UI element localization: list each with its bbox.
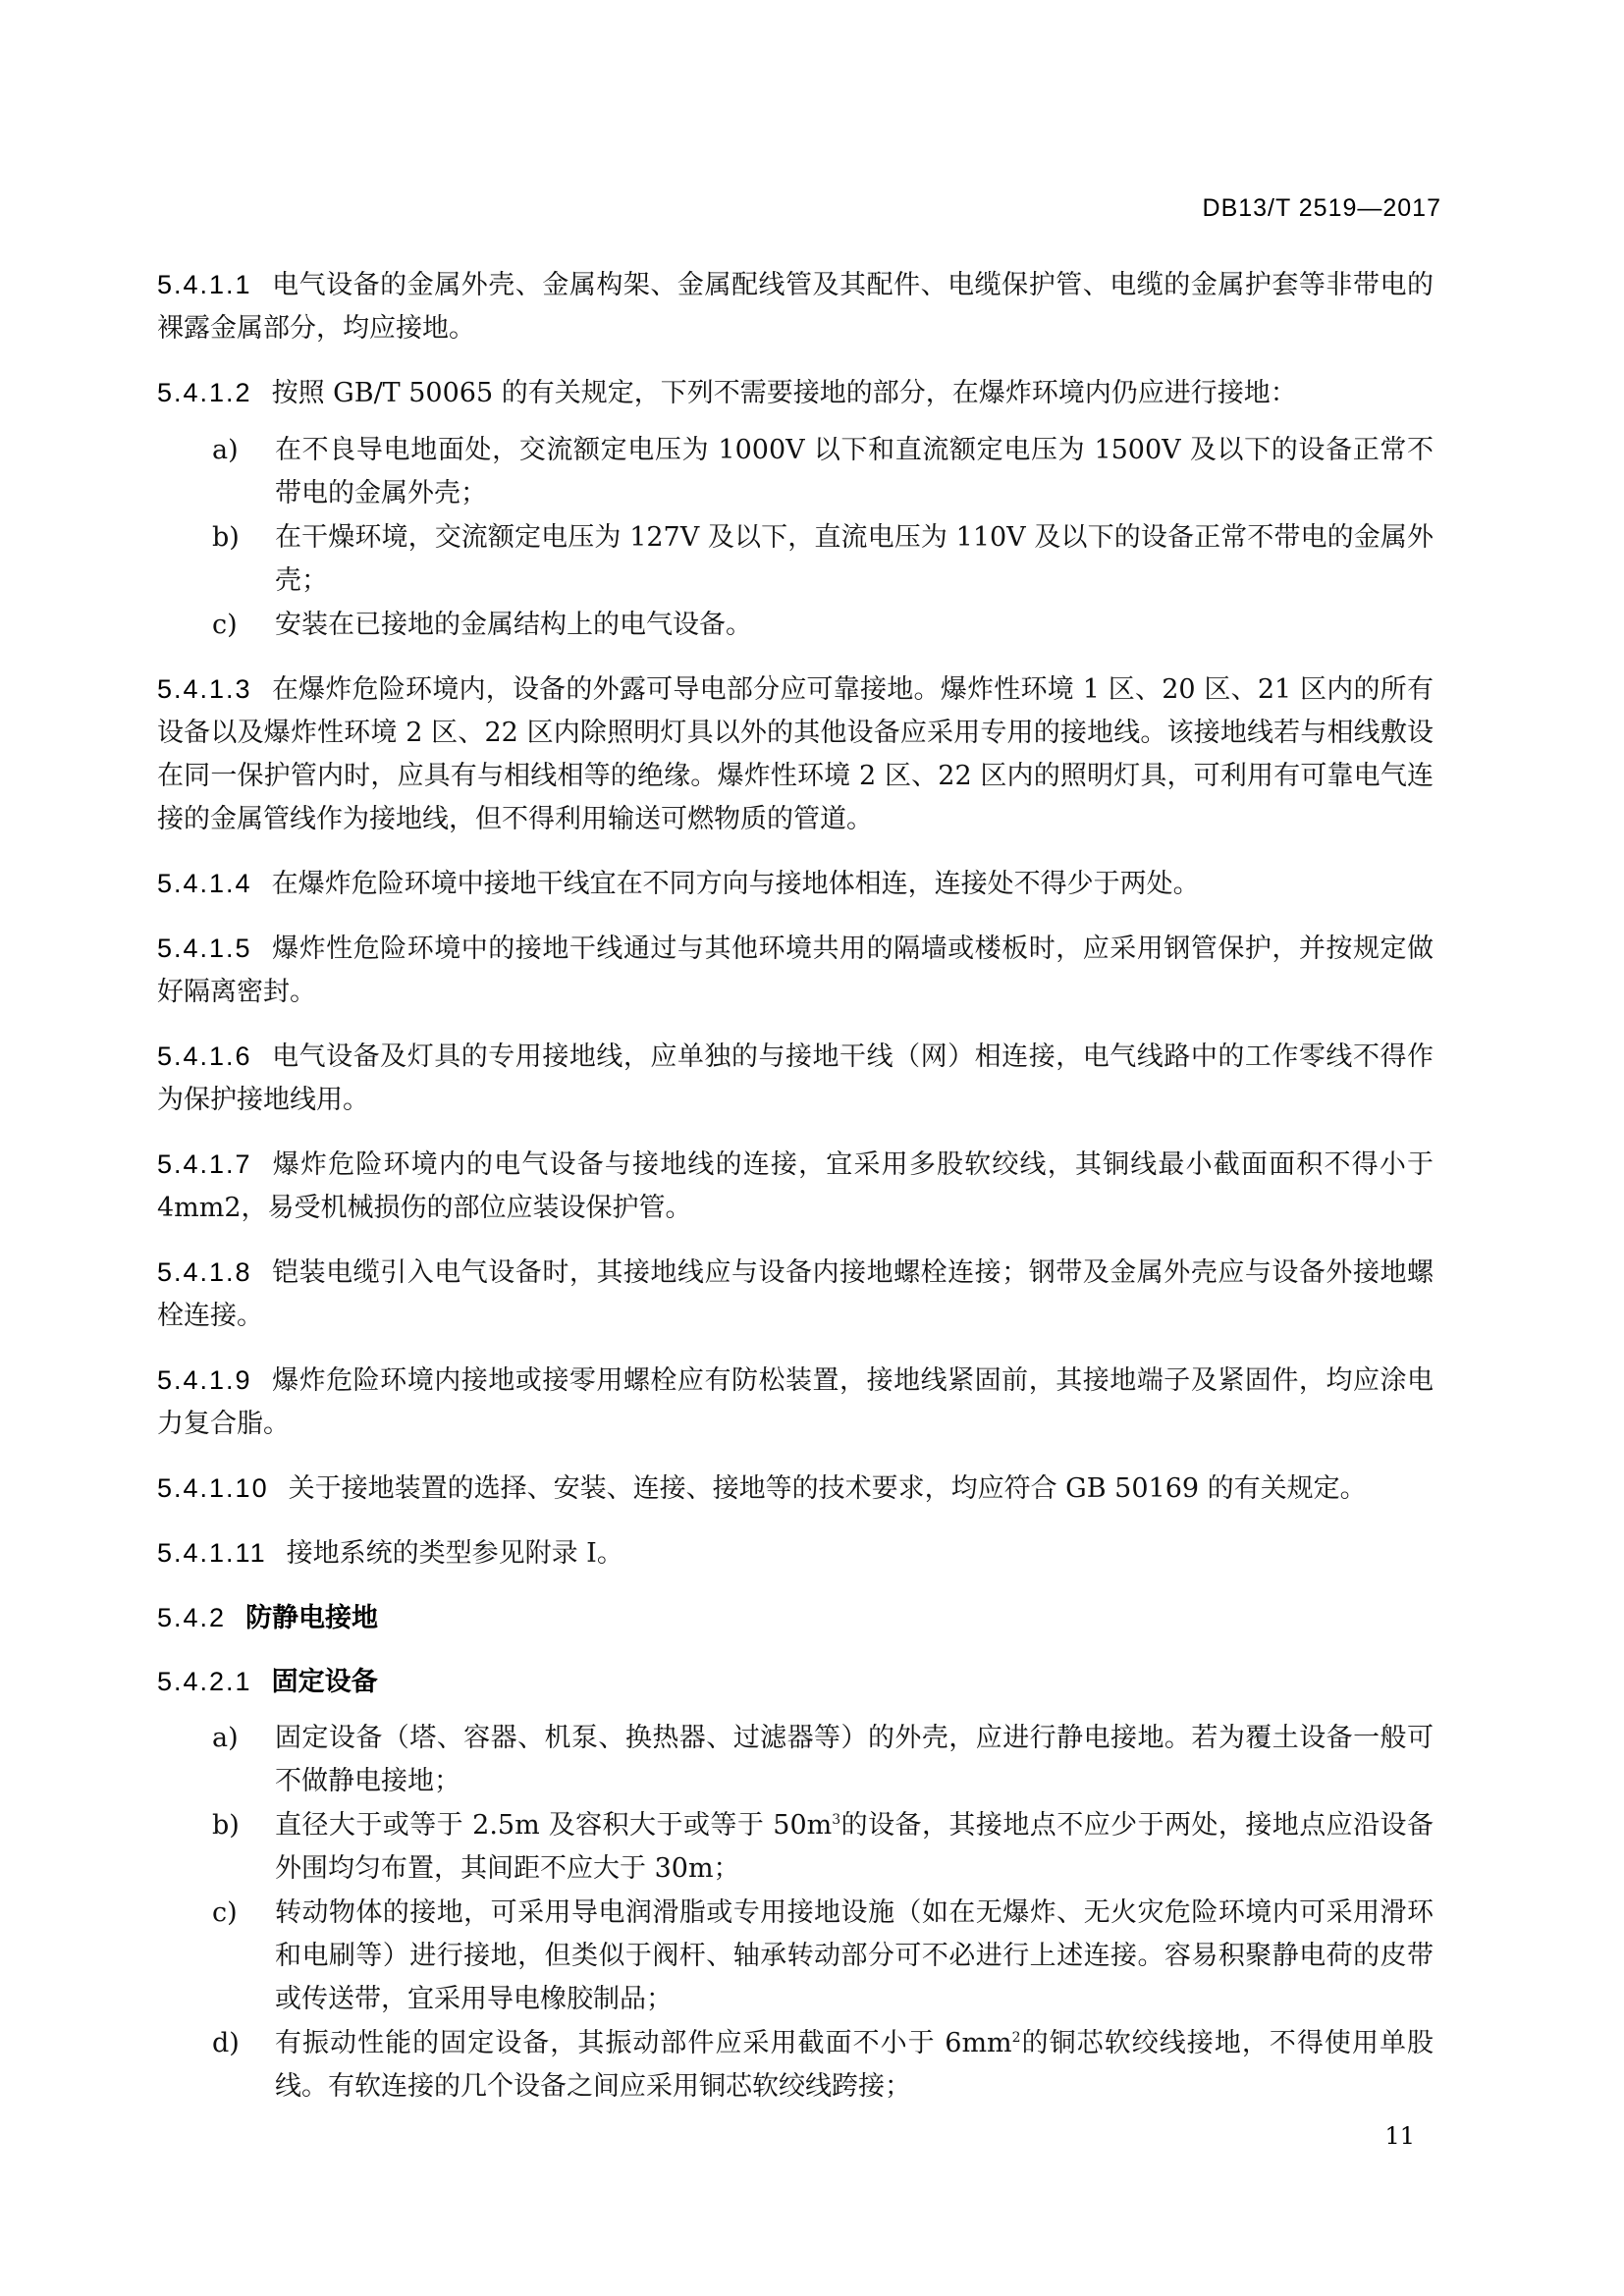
clause-5-4-1-2	[157, 371, 1434, 415]
clause-text: 电气设备的金属外壳、金属构架、金属配线管及其配件、电缆保护管、电缆的金属护套等非带电的裸露金属部分，均应接地。	[157, 270, 1434, 344]
section-heading-5-4-2-1	[157, 1660, 1434, 1703]
list-text: 固定设备（塔、容器、机泵、换热器、过滤器等）的外壳，应进行静电接地。若为覆土设备一般可不做静电接地；	[275, 1723, 1434, 1796]
clause-number: 5.4.1.10	[157, 1473, 269, 1503]
clause-number: 5.4.1.8	[157, 1257, 252, 1287]
list-item	[157, 1717, 1434, 1803]
list-text-part: 有振动性能的固定设备，其振动部件应采用截面不小于 6mm	[275, 2028, 1012, 2058]
clause-text: 爆炸危险环境内的电气设备与接地线的连接，宜采用多股软绞线，其铜线最小截面面积不得小于 4mm2，易受机械损伤的部位应装设保护管。	[157, 1149, 1434, 1223]
clause-number: 5.4.1.2	[157, 378, 252, 407]
list-text-part: 的设备，其接地点不应少于两处，接地点应沿设备外围均匀布置，其间距不应大于 30m；	[275, 1810, 1435, 1884]
exception-list	[157, 429, 1434, 647]
list-label: a)	[212, 1723, 239, 1753]
section-title: 防静电接地	[245, 1603, 379, 1632]
list-item	[157, 429, 1434, 515]
section-number: 5.4.2.1	[157, 1667, 252, 1696]
list-item	[157, 1804, 1434, 1891]
clause-number: 5.4.1.7	[157, 1149, 252, 1179]
list-text: 在干燥环境，交流额定电压为 127V 及以下，直流电压为 110V 及以下的设备正常不带电的金属外壳；	[275, 522, 1434, 596]
clause-number: 5.4.1.4	[157, 869, 252, 898]
clause-number: 5.4.1.9	[157, 1365, 252, 1395]
clause-5-4-1-9	[157, 1359, 1434, 1446]
list-label: c)	[212, 1897, 238, 1928]
clause-number: 5.4.1.6	[157, 1041, 252, 1071]
clause-text: 按照 GB/T 50065 的有关规定，下列不需要接地的部分，在爆炸环境内仍应进行接地：	[271, 378, 1297, 408]
section-title: 固定设备	[271, 1667, 378, 1696]
list-text-part: 直径大于或等于 2.5m 及容积大于或等于 50m	[275, 1810, 833, 1841]
list-text: 在不良导电地面处，交流额定电压为 1000V 以下和直流额定电压为 1500V 及以下的设备正常不带电的金属外壳；	[275, 435, 1434, 508]
clause-text: 爆炸危险环境内接地或接零用螺栓应有防松装置，接地线紧固前，其接地端子及紧固件，均应涂电力复合脂。	[157, 1365, 1434, 1439]
list-item	[157, 2022, 1434, 2109]
fixed-equipment-list	[157, 1717, 1434, 2109]
list-text	[275, 1804, 1434, 1891]
list-item	[157, 604, 1434, 647]
superscript: 2	[1011, 2030, 1021, 2046]
clause-5-4-1-5	[157, 927, 1434, 1014]
clause-number: 5.4.1.11	[157, 1538, 267, 1568]
clause-number: 5.4.1.3	[157, 674, 252, 704]
superscript: 3	[832, 1812, 841, 1828]
section-number: 5.4.2	[157, 1603, 227, 1632]
page-number: 11	[1384, 2122, 1415, 2150]
list-text-part: 的铜芯软绞线接地，不得使用单股线。有软连接的几个设备之间应采用铜芯软绞线跨接；	[275, 2028, 1435, 2102]
document-id-header: DB13/T 2519—2017	[1202, 194, 1441, 222]
clause-text: 关于接地装置的选择、安装、连接、接地等的技术要求，均应符合 GB 50169 的有关规定。	[288, 1473, 1367, 1504]
list-text: 转动物体的接地，可采用导电润滑脂或专用接地设施（如在无爆炸、无火灾危险环境内可采用滑环和电刷等）进行接地，但类似于阀杆、轴承转动部分可不必进行上述连接。容易积聚静电荷的皮带或传送带，宜采用导电橡胶制品；	[275, 1897, 1434, 2014]
clause-5-4-1-6	[157, 1035, 1434, 1122]
clause-5-4-1-1	[157, 263, 1434, 350]
clause-text: 铠装电缆引入电气设备时，其接地线应与设备内接地螺栓连接；钢带及金属外壳应与设备外接地螺栓连接。	[157, 1257, 1434, 1331]
list-label: b)	[212, 1810, 240, 1841]
clause-text: 在爆炸危险环境中接地干线宜在不同方向与接地体相连，连接处不得少于两处。	[271, 869, 1200, 899]
list-text: 安装在已接地的金属结构上的电气设备。	[275, 610, 752, 640]
section-heading-5-4-2	[157, 1596, 1434, 1639]
clause-number: 5.4.1.1	[157, 270, 252, 299]
clause-text: 爆炸性危险环境中的接地干线通过与其他环境共用的隔墙或楼板时，应采用钢管保护，并按规定做好隔离密封。	[157, 934, 1434, 1007]
list-item	[157, 516, 1434, 603]
clause-5-4-1-11	[157, 1531, 1434, 1575]
clause-5-4-1-3	[157, 667, 1434, 841]
clause-5-4-1-10	[157, 1467, 1434, 1511]
list-label: d)	[212, 2028, 240, 2058]
list-label: b)	[212, 522, 240, 553]
clause-5-4-1-4	[157, 862, 1434, 906]
list-item	[157, 1892, 1434, 2021]
document-body	[157, 263, 1434, 2129]
clause-text: 电气设备及灯具的专用接地线，应单独的与接地干线（网）相连接，电气线路中的工作零线不得作为保护接地线用。	[157, 1041, 1434, 1115]
clause-5-4-1-8	[157, 1251, 1434, 1338]
list-label: a)	[212, 435, 239, 465]
list-label: c)	[212, 610, 238, 640]
clause-5-4-1-7	[157, 1143, 1434, 1230]
clause-text: 在爆炸危险环境内，设备的外露可导电部分应可靠接地。爆炸性环境 1 区、20 区、21 区内的所有设备以及爆炸性环境 2 区、22 区内除照明灯具以外的其他设备应采用专用的接地线。该接地线若与相线敷设在同一保护管内时，应具有与相线相等的绝缘。爆炸性环境 2 区、22 区内的照明灯具，可利用有可靠电气连接的金属管线作为接地线，但不得利用输送可燃物质的管道。	[157, 674, 1434, 834]
clause-number: 5.4.1.5	[157, 934, 252, 963]
list-text	[275, 2022, 1434, 2109]
clause-text: 接地系统的类型参见附录 I。	[286, 1538, 623, 1569]
